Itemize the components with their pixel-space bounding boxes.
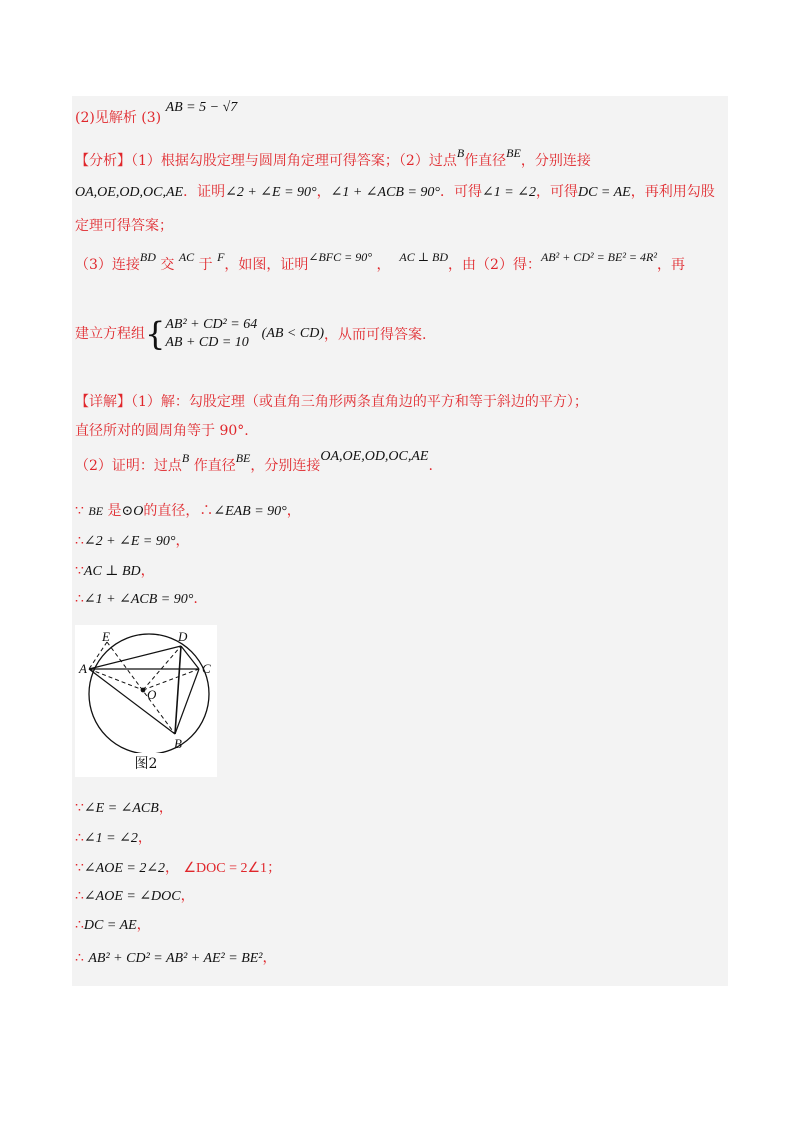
analysis-text: ，可得 (535, 184, 578, 200)
math-expr: ∠E = ∠ACB (83, 801, 159, 816)
analysis-line-2 (75, 181, 715, 201)
detail-text: ， (286, 503, 301, 519)
therefore-symbol: ∴ (75, 950, 84, 966)
figure-caption: 图2 (134, 756, 158, 772)
because-symbol: ∵ (75, 503, 84, 519)
analysis-text: 建立方程组 (75, 326, 145, 342)
equation-2: AB + CD = 10 (165, 335, 249, 350)
analysis-line-5 (75, 316, 426, 352)
math-expr: ∠1 + ∠ACB = 90° (83, 592, 194, 607)
math-expr: ∠2 + ∠E = 90° (225, 185, 317, 200)
detail-text: 的直径，∴ (143, 503, 214, 519)
detail-text: ， (137, 830, 152, 846)
math-var: BE (235, 451, 251, 465)
analysis-text: ， (316, 184, 331, 200)
equation-1: AB² + CD² = 64 (165, 317, 258, 332)
detail-step-5 (75, 797, 173, 817)
math-var: B (181, 451, 190, 465)
analysis-tag: 【分析】 (75, 153, 131, 169)
geometry-figure (75, 625, 217, 777)
therefore-symbol: ∴ (75, 591, 84, 607)
math-expr: AB² + CD² = BE² = 4R² (540, 250, 657, 264)
detail-step-4 (75, 591, 198, 608)
math-expr: AC ⊥ BD (83, 564, 141, 579)
label-D: D (178, 629, 188, 644)
because-symbol: ∵ (75, 860, 84, 876)
analysis-text: ， (376, 257, 391, 273)
analysis-text: ，分别连接 (520, 153, 591, 169)
analysis-text: 交 (160, 257, 175, 273)
analysis-text: ．可得 (440, 184, 483, 200)
detail-text: ， (158, 800, 173, 816)
detail-text: ，分别连接 (250, 458, 321, 474)
detail-text: （1）解：勾股定理（或直角三角形两条直角边的平方和等于斜边的平方）； (131, 394, 588, 410)
answer-label: (2)见解析 (3) (75, 110, 162, 126)
detail-step-10 (75, 947, 277, 967)
analysis-text: ．证明 (183, 184, 226, 200)
math-expr: ∠BFC = 90° (308, 250, 373, 264)
segment-OA (89, 669, 143, 690)
center-point (141, 688, 146, 693)
because-symbol: ∵ (75, 800, 84, 816)
analysis-text: ，由（2）得： (448, 257, 541, 273)
math-expr: AC ⊥ BD (399, 250, 449, 264)
answer-formula: AB = 5 − √7 (165, 100, 238, 115)
math-expr: ∠1 + ∠ACB = 90° (330, 185, 441, 200)
analysis-line-4 (75, 250, 685, 274)
equation-system (165, 316, 257, 352)
detail-text: 作直径 (193, 458, 236, 474)
analysis-text: ，如图，证明 (224, 257, 309, 273)
analysis-text: ，再 (656, 257, 685, 273)
circle-diagram (75, 625, 217, 753)
therefore-symbol: ∴ (75, 830, 84, 846)
analysis-text: 作直径 (464, 153, 507, 169)
math-var: BE (88, 504, 104, 518)
detail-step-9 (75, 914, 151, 934)
segment-AD (89, 646, 181, 669)
math-expr: ∠AOE = 2∠2 (83, 861, 166, 876)
analysis-text: （3）连接 (75, 257, 140, 273)
label-A: A (79, 661, 87, 676)
math-expr: AB² + CD² = AB² + AE² = BE² (88, 951, 263, 966)
label-C: C (202, 661, 211, 676)
detail-text: . (428, 458, 433, 474)
math-expr: ∠EAB = 90° (213, 504, 287, 519)
analysis-line-1 (75, 146, 591, 170)
math-expr: DC = AE (577, 185, 631, 200)
detail-step-6 (75, 827, 152, 847)
analysis-text: （1）根据勾股定理与圆周角定理可得答案；（2）过点 (131, 153, 457, 169)
math-expr: OA,OE,OD,OC,AE (75, 185, 184, 200)
math-expr: ∠1 = ∠2 (83, 831, 138, 846)
math-expr-red: ∠DOC = 2∠1 (183, 861, 268, 876)
analysis-line-3 (75, 215, 173, 235)
detail-line-3 (75, 449, 433, 475)
segment-AB (89, 669, 175, 734)
math-var: F (217, 250, 225, 264)
detail-text: ， (262, 950, 277, 966)
detail-line-1 (75, 391, 588, 411)
detail-line-2 (75, 420, 249, 440)
analysis-text: ，从而可得答案. (323, 327, 427, 343)
because-symbol: ∵ (75, 563, 84, 579)
math-var: BE (506, 146, 521, 160)
math-expr: ∠2 + ∠E = 90° (83, 534, 176, 549)
math-expr: OA,OE,OD,OC,AE (320, 449, 429, 464)
detail-step-8 (75, 885, 195, 905)
math-var: AC (178, 250, 195, 264)
therefore-symbol: ∴ (75, 888, 84, 904)
detail-text: ， (165, 860, 180, 876)
math-var: B (456, 146, 465, 160)
detail-step-1 (75, 500, 301, 520)
detail-text: 直径所对的圆周角等于 90°. (75, 423, 249, 439)
answer-line (75, 96, 238, 126)
detail-text: ， (180, 888, 195, 904)
segment-OD (143, 646, 181, 690)
detail-text: 是 (107, 503, 122, 519)
detail-tag: 【详解】 (75, 394, 131, 410)
math-expr: ∠1 = ∠2 (482, 185, 536, 200)
detail-text: ， (136, 917, 151, 933)
detail-text: ； (267, 860, 282, 876)
detail-step-3 (75, 560, 155, 580)
detail-step-2 (75, 530, 189, 550)
math-expr: DC = AE (83, 918, 137, 933)
label-O: O (147, 687, 157, 702)
label-E: E (102, 629, 110, 644)
detail-text: ， (140, 563, 155, 579)
detail-text: . (193, 591, 198, 607)
circle-o: ⊙O (121, 504, 144, 519)
therefore-symbol: ∴ (75, 917, 84, 933)
analysis-text: 定理可得答案； (75, 218, 173, 234)
math-expr: ∠AOE = ∠DOC (83, 889, 181, 904)
math-var: BD (139, 250, 156, 264)
label-B: B (174, 736, 182, 751)
system-brace: { (145, 315, 166, 353)
analysis-text: 于 (198, 257, 213, 273)
therefore-symbol: ∴ (75, 533, 84, 549)
detail-text: （2）证明：过点 (75, 458, 182, 474)
condition: (AB < CD) (261, 326, 324, 341)
detail-text: ， (175, 533, 190, 549)
analysis-text: ，再利用勾股 (630, 184, 715, 200)
detail-step-7 (75, 857, 281, 877)
